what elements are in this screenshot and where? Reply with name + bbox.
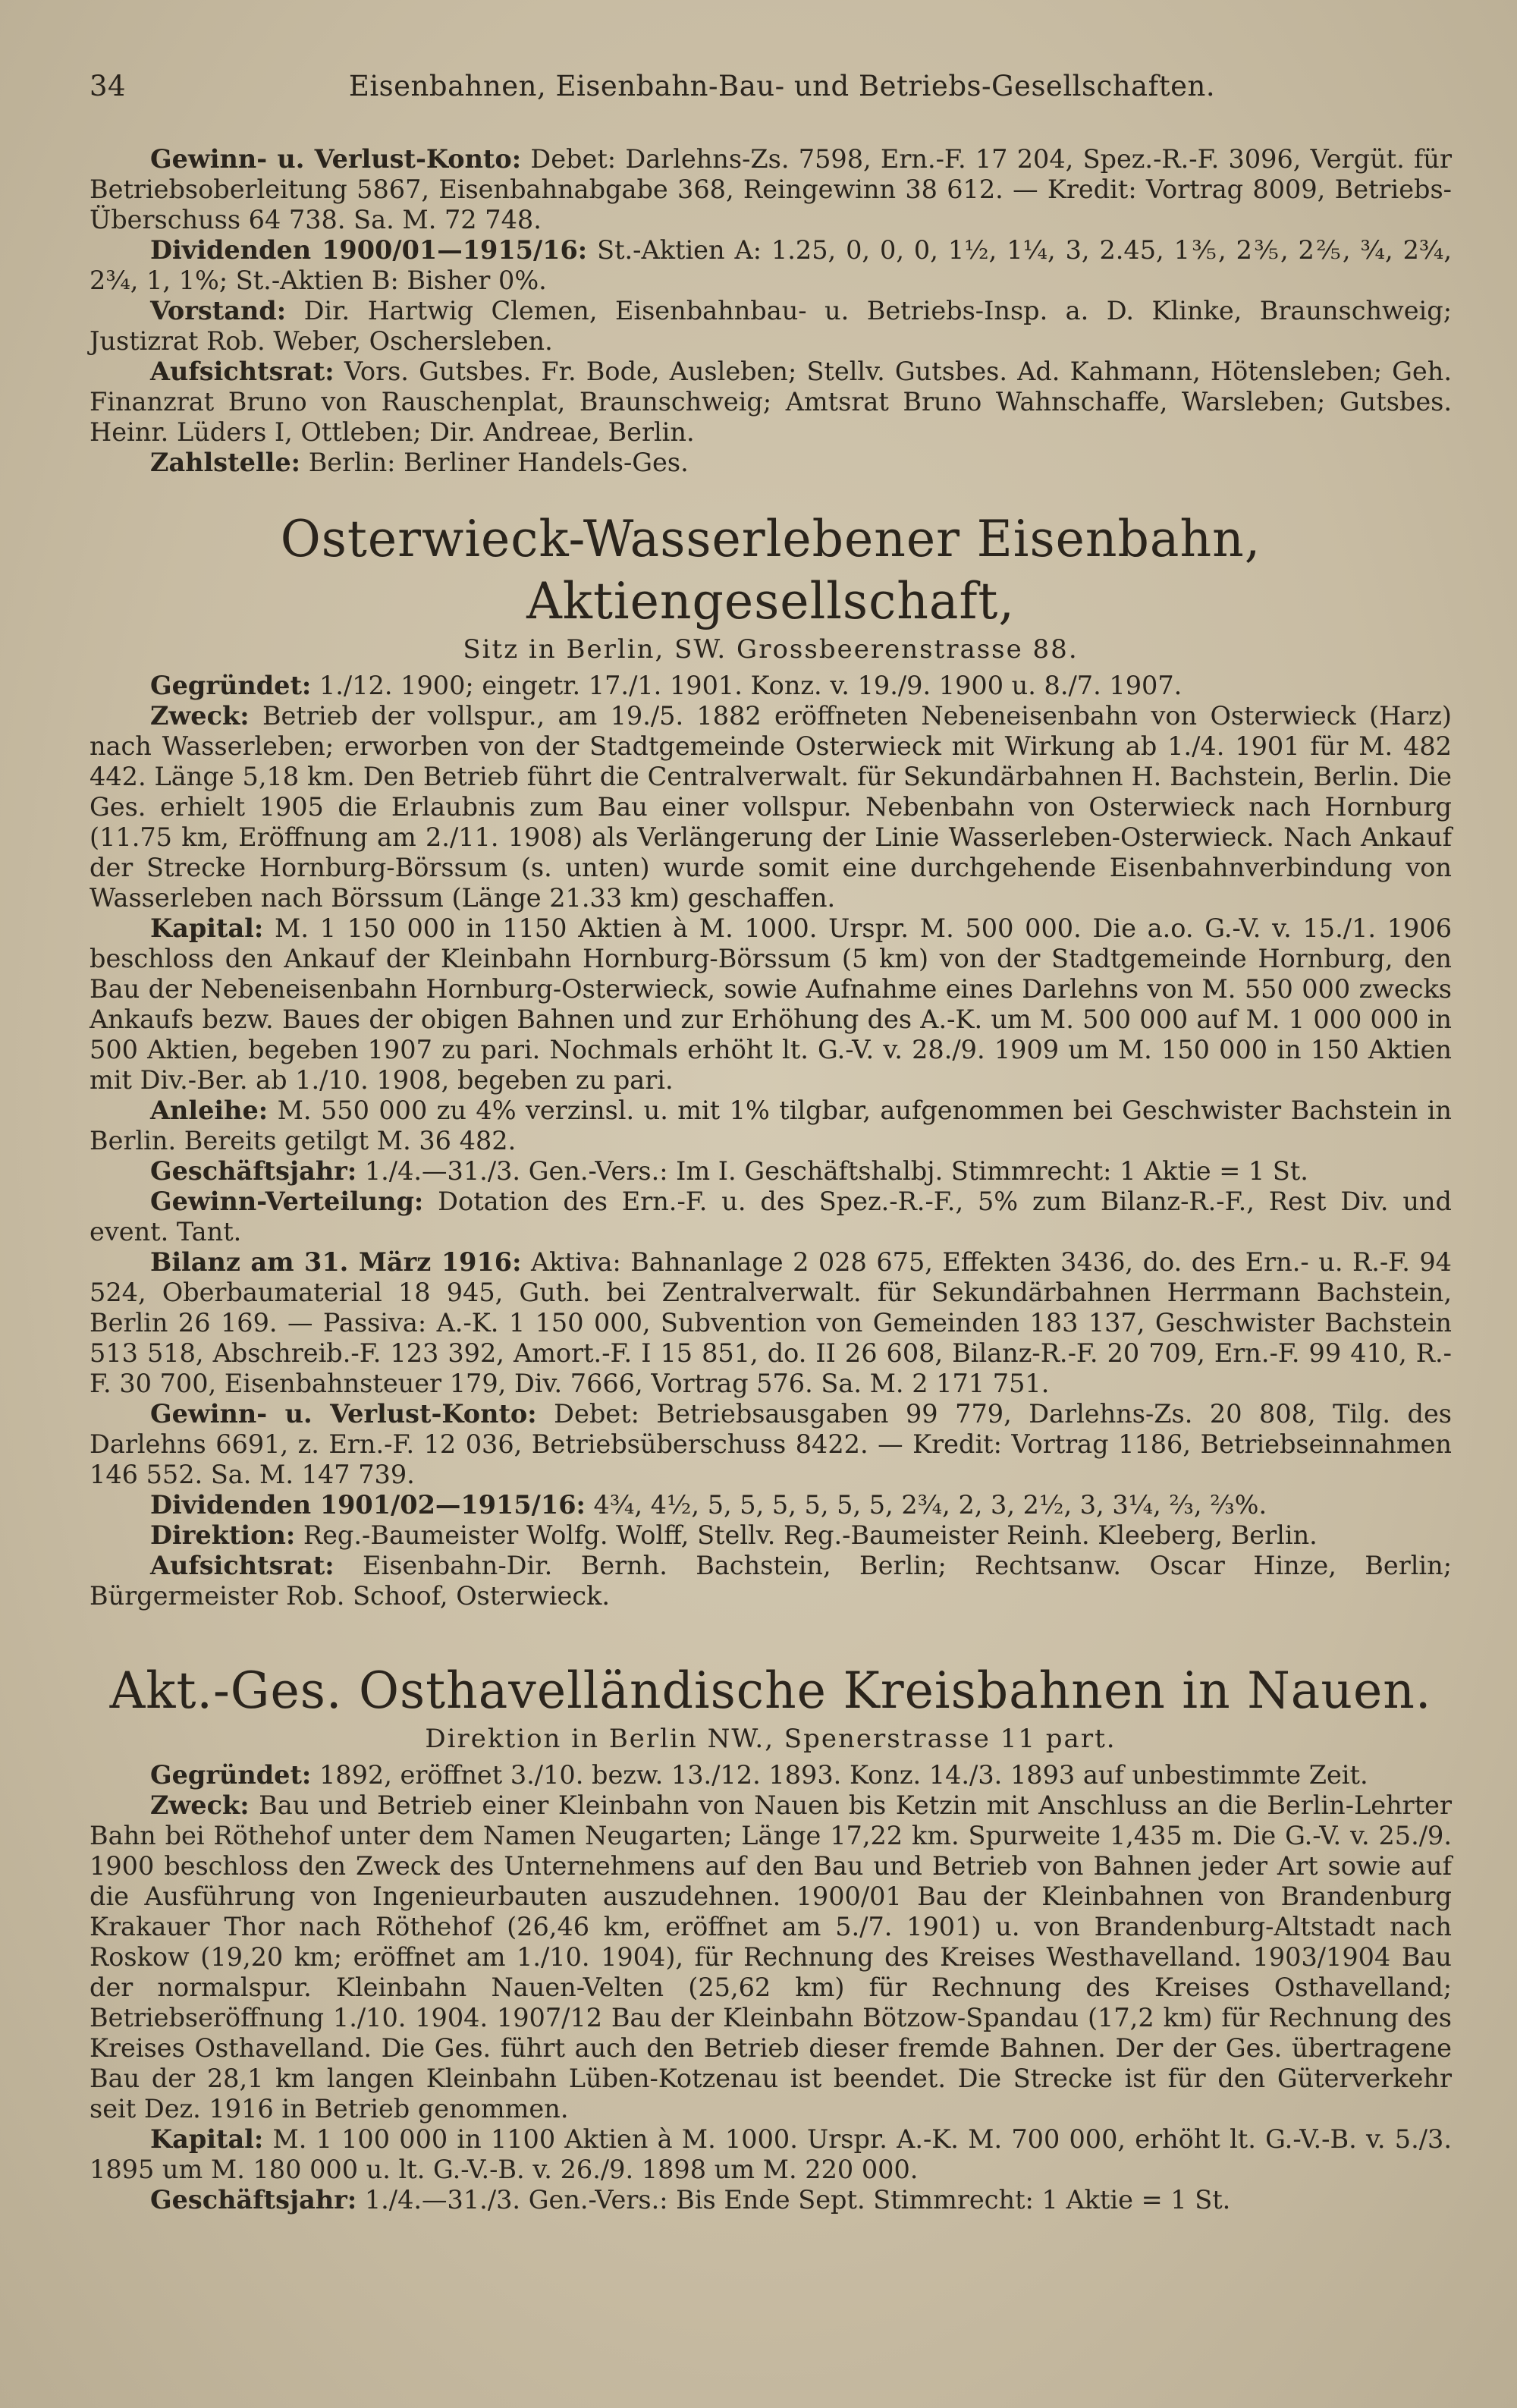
page-number: 34 <box>90 70 127 102</box>
entry-gewinn-verlust: Gewinn- u. Verlust-Konto: Debet: Betriebsausgaben 99 779, Darlehns-Zs. 20 808, Tilg. des Darlehns 6691, z. Ern.-F. 12 036, Betriebsüberschuss 8422. — Kredit: Vortrag 1186, Betriebseinnahmen 146 552. Sa. M. 147 739. <box>90 1399 1452 1489</box>
company-title: Osterwieck-Wasserlebener Eisenbahn, Aktiengesellschaft, <box>280 510 1261 630</box>
company-section-osthavelland <box>90 1660 1452 2215</box>
entry-zweck: Zweck: Betrieb der vollspur., am 19./5. 1882 eröffneten Nebeneisenbahn von Osterwieck (Harz) nach Wasserleben; erworben von der Stadtgemeinde Osterwieck mit Wirkung ab 1./4. 1901 für M. 482 442. Länge 5,18 km. Den Betrieb führt die Centralverwalt. für Sekundärbahnen H. Bachstein, Berlin. Die Ges. erhielt 1905 die Erlaubnis zum Bau einer vollspur. Nebenbahn von Osterwieck nach Hornburg (11.75 km, Eröffnung am 2./11. 1908) als Verlängerung der Linie Wasserleben-Osterwieck. Nach Ankauf der Strecke Hornburg-Börssum (s. unten) wurde somit eine durchgehende Eisenbahnverbindung von Wasserleben nach Börssum (Länge 21.33 km) geschaffen. <box>90 701 1453 913</box>
running-title: Eisenbahnen, Eisenbahn-Bau- und Betriebs-Gesellschaften. <box>348 70 1216 102</box>
entry-direktion: Direktion: Reg.-Baumeister Wolfg. Wolff, Stellv. Reg.-Baumeister Reinh. Kleeberg, Berlin. <box>150 1520 1318 1550</box>
entry-aufsichtsrat: Aufsichtsrat: Eisenbahn-Dir. Bernh. Bachstein, Berlin; Rechtsanw. Oscar Hinze, Berlin; Bürgermeister Rob. Schoof, Osterwieck. <box>90 1551 1452 1611</box>
entry-zahlstelle: Zahlstelle: Berlin: Berliner Handels-Ges. <box>150 448 689 477</box>
company-title: Akt.-Ges. Osthavelländische Kreisbahnen in Nauen. <box>109 1661 1432 1720</box>
entry-zweck: Zweck: Bau und Betrieb einer Kleinbahn von Nauen bis Ketzin mit Anschluss an die Berlin-Lehrter Bahn bei Röthehof unter dem Namen Neugarten; Länge 17,22 km. Spurweite 1,435 m. Die G.-V. v. 25./9. 1900 beschloss den Zweck des Unternehmens auf den Bau und Betrieb von Bahnen jeder Art sowie auf die Ausführung von Ingenieurbauten auszudehnen. 1900/01 Bau der Kleinbahnen von Brandenburg Krakauer Thor nach Röthehof (26,46 km, eröffnet am 5./7. 1901) u. von Brandenburg-Altstadt nach Roskow (19,20 km; eröffnet am 1./10. 1904), für Rechnung des Kreises Westhavelland. 1903/1904 Bau der normalspur. Kleinbahn Nauen-Velten (25,62 km) für Rechnung des Kreises Osthavelland; Betriebseröffnung 1./10. 1904. 1907/12 Bau der Kleinbahn Bötzow-Spandau (17,2 km) für Rechnung des Kreises Osthavelland. Die Ges. führt auch den Betrieb dieser fremde Bahnen. Der der Ges. übertragene Bau der 28,1 km langen Kleinbahn Lüben-Kotzenau ist beendet. Die Strecke ist für den Güterverkehr seit Dez. 1916 in Betrieb genommen. <box>90 1790 1452 2124</box>
entry-aufsichtsrat: Aufsichtsrat: Vors. Gutsbes. Fr. Bode, Ausleben; Stellv. Gutsbes. Ad. Kahmann, Hötensleben; Geh. Finanzrat Bruno von Rauschenplat, Braunschweig; Amtsrat Bruno Wahnschaffe, Warsleben; Gutsbes. Heinr. Lüders I, Ottleben; Dir. Andreae, Berlin. <box>90 357 1452 447</box>
entry-geschaeftsjahr: Geschäftsjahr: 1./4.—31./3. Gen.-Vers.: Bis Ende Sept. Stimmrecht: 1 Aktie = 1 St. <box>150 2185 1231 2215</box>
entry-kapital: Kapital: M. 1 100 000 in 1100 Aktien à M. 1000. Urspr. A.-K. M. 700 000, erhöht lt. G.-V.-B. v. 5./3. 1895 um M. 180 000 u. lt. G.-V.-B. v. 26./9. 1898 um M. 220 000. <box>90 2124 1452 2184</box>
entry-anleihe: Anleihe: M. 550 000 zu 4% verzinsl. u. mit 1% tilgbar, aufgenommen bei Geschwister Bachstein in Berlin. Bereits getilgt M. 36 482. <box>90 1096 1452 1155</box>
entry-gegruendet: Gegründet: 1./12. 1900; eingetr. 17./1. 1901. Konz. v. 19./9. 1900 u. 8./7. 1907. <box>150 671 1183 700</box>
entry-gewinn-verteilung: Gewinn-Verteilung: Dotation des Ern.-F. u. des Spez.-R.-F., 5% zum Bilanz-R.-F., Rest Div. und event. Tant. <box>90 1187 1452 1246</box>
entry-kapital: Kapital: M. 1 150 000 in 1150 Aktien à M. 1000. Urspr. M. 500 000. Die a.o. G.-V. v. 15./1. 1906 beschloss den Ankauf der Kleinbahn Hornburg-Börssum (5 km) von der Stadtgemeinde Hornburg, den Bau der Nebeneisenbahn Hornburg-Osterwieck, sowie Aufnahme eines Darlehns von M. 550 000 zwecks Ankaufs bezw. Baues der obigen Bahnen und zur Erhöhung des A.-K. um M. 500 000 auf M. 1 000 000 in 500 Aktien, begeben 1907 zu pari. Nochmals erhöht lt. G.-V. v. 28./9. 1909 um M. 150 000 in 150 Aktien mit Div.-Ber. ab 1./10. 1908, begeben zu pari. <box>90 913 1453 1095</box>
company-seat: Direktion in Berlin NW., Spenerstrasse 11 part. <box>425 1724 1117 1754</box>
entry-dividenden: Dividenden 1900/01—1915/16: St.-Aktien A: 1.25, 0, 0, 0, 1½, 1¼, 3, 2.45, 1⅗, 2⅗, 2⅖, ¾, 2¾, 2¾, 1, 1%; St.-Aktien B: Bisher 0%. <box>90 235 1453 295</box>
entry-gegruendet: Gegründet: 1892, eröffnet 3./10. bezw. 13./12. 1893. Konz. 14./3. 1893 auf unbestimmte Zeit. <box>150 1760 1368 1790</box>
entry-dividenden: Dividenden 1901/02—1915/16: 4¾, 4½, 5, 5, 5, 5, 5, 5, 2¾, 2, 3, 2½, 3, 3¼, ⅔, ⅔%. <box>150 1490 1267 1520</box>
preceding-company-tail <box>90 144 1452 478</box>
company-section-osterwieck <box>90 508 1452 1611</box>
page-header <box>90 70 1452 123</box>
entry-gewinn-verlust: Gewinn- u. Verlust-Konto: Debet: Darlehns-Zs. 7598, Ern.-F. 17 204, Spez.-R.-F. 3096, Vergüt. für Betriebsoberleitung 5867, Eisenbahnabgabe 368, Reingewinn 38 612. — Kredit: Vortrag 8009, Betriebs-Überschuss 64 738. Sa. M. 72 748. <box>90 144 1452 234</box>
entry-bilanz: Bilanz am 31. März 1916: Aktiva: Bahnanlage 2 028 675, Effekten 3436, do. des Ern.- u. R.-F. 94 524, Oberbaumaterial 18 945, Guth. bei Zentralverwalt. für Sekundärbahnen Herrmann Bachstein, Berlin 26 169. — Passiva: A.-K. 1 150 000, Subvention von Gemeinden 183 137, Geschwister Bachstein 513 518, Abschreib.-F. 123 392, Amort.-F. I 15 851, do. II 26 608, Bilanz-R.-F. 20 709, Ern.-F. 99 410, R.-F. 30 700, Eisenbahnsteuer 179, Div. 7666, Vortrag 576. Sa. M. 2 171 751. <box>90 1247 1452 1398</box>
entry-geschaeftsjahr: Geschäftsjahr: 1./4.—31./3. Gen.-Vers.: Im I. Geschäftshalbj. Stimmrecht: 1 Aktie = 1 St. <box>150 1156 1308 1186</box>
entry-vorstand: Vorstand: Dir. Hartwig Clemen, Eisenbahnbau- u. Betriebs-Insp. a. D. Klinke, Braunschweig; Justizrat Rob. Weber, Oschersleben. <box>90 296 1452 356</box>
company-seat: Sitz in Berlin, SW. Grossbeerenstrasse 88. <box>463 634 1079 665</box>
